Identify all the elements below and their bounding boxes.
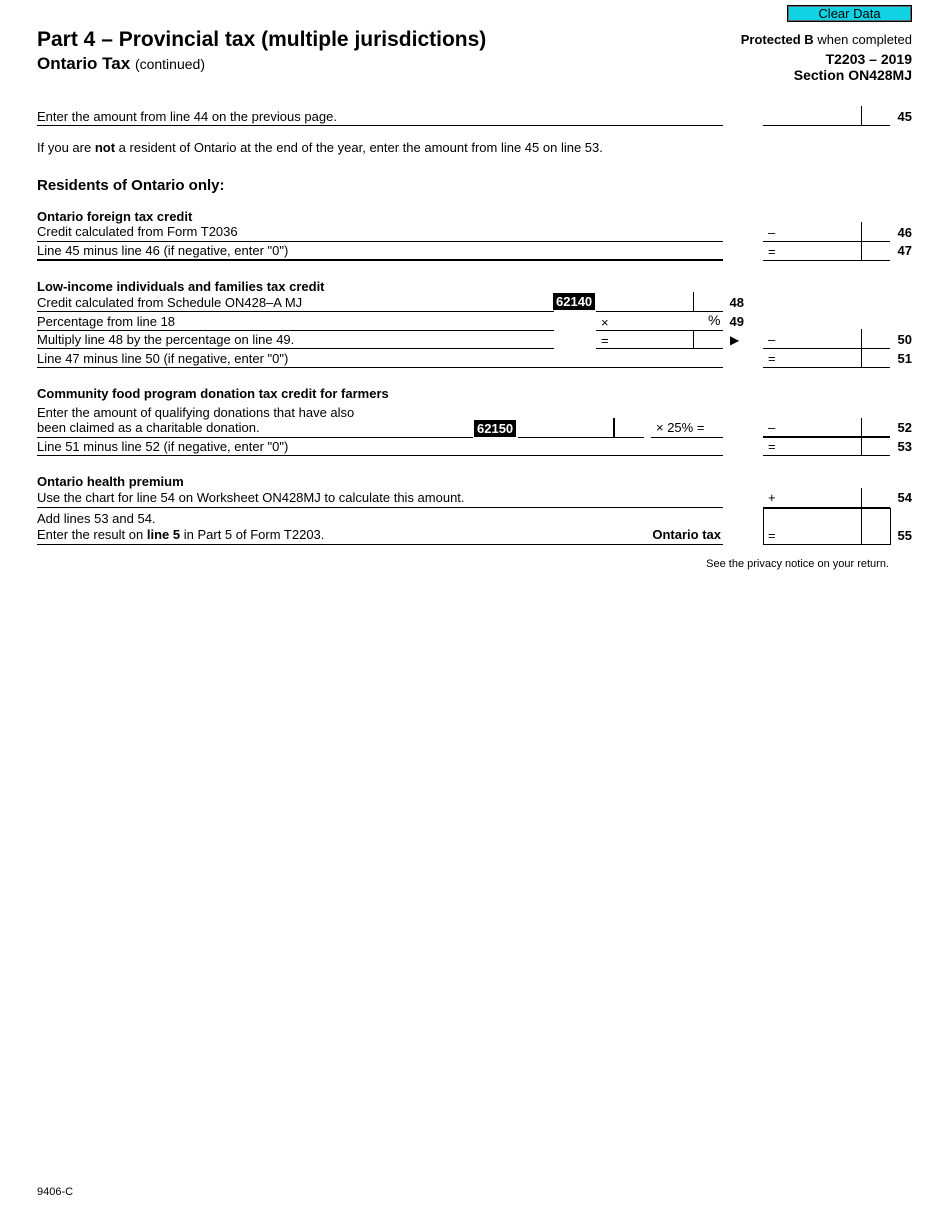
line-52-donation-cents-input[interactable] [616, 419, 644, 437]
line-51-field-rule [763, 367, 890, 368]
line-46-minus: – [768, 225, 776, 240]
line-50-label: Multiply line 48 by the percentage on line 49. [37, 332, 295, 347]
line-48-rule [37, 311, 554, 312]
clear-data-button[interactable]: Clear Data [787, 5, 912, 22]
line-55-number: 55 [897, 528, 912, 543]
line-52-code: 62150 [474, 420, 516, 437]
line-53-amount-input[interactable] [778, 438, 861, 455]
line-52-label-2: been claimed as a charitable donation. [37, 420, 260, 435]
line-51-equals: = [768, 351, 776, 366]
line-46-label: Credit calculated from Form T2036 [37, 224, 238, 239]
note-pre: If you are [37, 140, 92, 155]
line-46-number: 46 [897, 225, 912, 240]
note-post: a resident of Ontario at the end of the year, enter the amount from line 45 on line 53. [118, 140, 603, 155]
section-subtitle [37, 54, 205, 74]
line-51-amount-input[interactable] [778, 349, 861, 367]
line-53-rule [37, 455, 723, 456]
ontario-tax-total-label: Ontario tax [652, 527, 721, 542]
line-55-post: in Part 5 of Form T2203. [183, 527, 325, 542]
line-46-amount-input[interactable] [778, 223, 861, 241]
line-50-number: 50 [897, 332, 912, 347]
line-55-amount-input[interactable] [778, 524, 861, 542]
line-49-percent-sign: % [708, 312, 721, 328]
line-45-rule [37, 125, 723, 126]
lift-heading: Low-income individuals and families tax credit [37, 279, 325, 294]
line-50-rule [37, 348, 554, 349]
line-51-number: 51 [897, 351, 912, 366]
line-52-donation-field-rule [518, 437, 644, 438]
subtitle-continued: (continued) [134, 56, 205, 72]
form-id: T2203 – 2019 [825, 51, 912, 67]
line-53-label: Line 51 minus line 52 (if negative, enter "0") [37, 439, 289, 454]
part-title: Part 4 – Provincial tax (multiple jurisdictions) [37, 28, 487, 51]
line-49-number: 49 [729, 314, 744, 329]
section-id: Section ON428MJ [793, 67, 912, 83]
line-54-amount-input[interactable] [778, 489, 861, 507]
foreign-tax-credit-heading: Ontario foreign tax credit [37, 209, 193, 224]
line-51-rule [37, 367, 723, 368]
protected-rest: when completed [817, 32, 912, 47]
residents-heading: Residents of Ontario only: [37, 177, 225, 194]
food-donation-heading: Community food program donation tax credit for farmers [37, 386, 389, 401]
line-54-plus: + [768, 490, 776, 505]
line-50-amount-input[interactable] [778, 330, 861, 348]
line-52-rate: × 25% = [656, 420, 705, 435]
line-52-number: 52 [897, 420, 912, 435]
line-52-amount-input[interactable] [778, 418, 861, 436]
line-48-amount-input[interactable] [598, 293, 693, 311]
line-50-mid-field-rule [596, 348, 723, 349]
line-53-field-rule [763, 455, 890, 456]
line-49-label: Percentage from line 18 [37, 314, 176, 329]
line-53-number: 53 [897, 439, 912, 454]
line-50-mid-cents-input[interactable] [694, 330, 722, 348]
line-47-equals: = [768, 244, 776, 259]
line-54-rule [37, 507, 723, 508]
subtitle-bold: Ontario Tax [37, 54, 131, 73]
line-49-percent-input[interactable] [612, 312, 705, 330]
line-55-pre: Enter the result on [37, 527, 144, 542]
line-45-field-rule [763, 125, 890, 126]
line-51-label: Line 47 minus line 50 (if negative, enter "0") [37, 351, 289, 366]
line-47-rule [37, 259, 723, 261]
protected-notice [741, 32, 912, 47]
line-49-times: × [601, 315, 609, 330]
non-resident-note [37, 140, 897, 155]
line-53-equals: = [768, 439, 776, 454]
line-50-mid-amount-input[interactable] [612, 330, 693, 348]
line-52-rate-rule [651, 437, 723, 438]
line-45-amount-input[interactable] [763, 107, 861, 125]
line-46-rule [37, 241, 723, 242]
line-55-cents-input[interactable] [862, 524, 889, 542]
line-55-label-1: Add lines 53 and 54. [37, 511, 156, 526]
protected-bold: Protected B [740, 32, 814, 47]
line-50-equals: = [601, 333, 609, 348]
line-48-label: Credit calculated from Schedule ON428–A MJ [37, 295, 303, 310]
line-47-field-rule [763, 260, 890, 261]
line-55-label-2 [37, 527, 324, 542]
line-47-label: Line 45 minus line 46 (if negative, enter "0") [37, 243, 289, 258]
line-54-number: 54 [897, 490, 912, 505]
line-50-arrow-icon: ▶ [730, 333, 740, 347]
line-45-number: 45 [897, 109, 912, 124]
line-47-amount-input[interactable] [778, 242, 861, 260]
line-48-code: 62140 [553, 293, 595, 310]
line-52-minus: – [768, 420, 776, 435]
line-55-equals: = [768, 528, 776, 543]
line-52-rule [37, 437, 473, 438]
line-55-rule [37, 544, 723, 545]
line-50-minus: – [768, 332, 776, 347]
line-52-donation-input[interactable] [520, 419, 612, 437]
privacy-notice: See the privacy notice on your return. [706, 558, 889, 570]
form-code: 9406-C [37, 1186, 74, 1198]
line-55-bold: line 5 [146, 527, 181, 542]
line-48-number: 48 [729, 295, 744, 310]
note-bold: not [94, 140, 116, 155]
line-45-label: Enter the amount from line 44 on the previous page. [37, 109, 337, 124]
line-52-donation-cents-divider [613, 418, 615, 437]
line-47-number: 47 [897, 243, 912, 258]
line-52-label-1: Enter the amount of qualifying donations that have also [37, 405, 355, 420]
line-54-label: Use the chart for line 54 on Worksheet ON428MJ to calculate this amount. [37, 490, 465, 505]
health-premium-heading: Ontario health premium [37, 474, 184, 489]
line-49-rule [37, 330, 554, 331]
